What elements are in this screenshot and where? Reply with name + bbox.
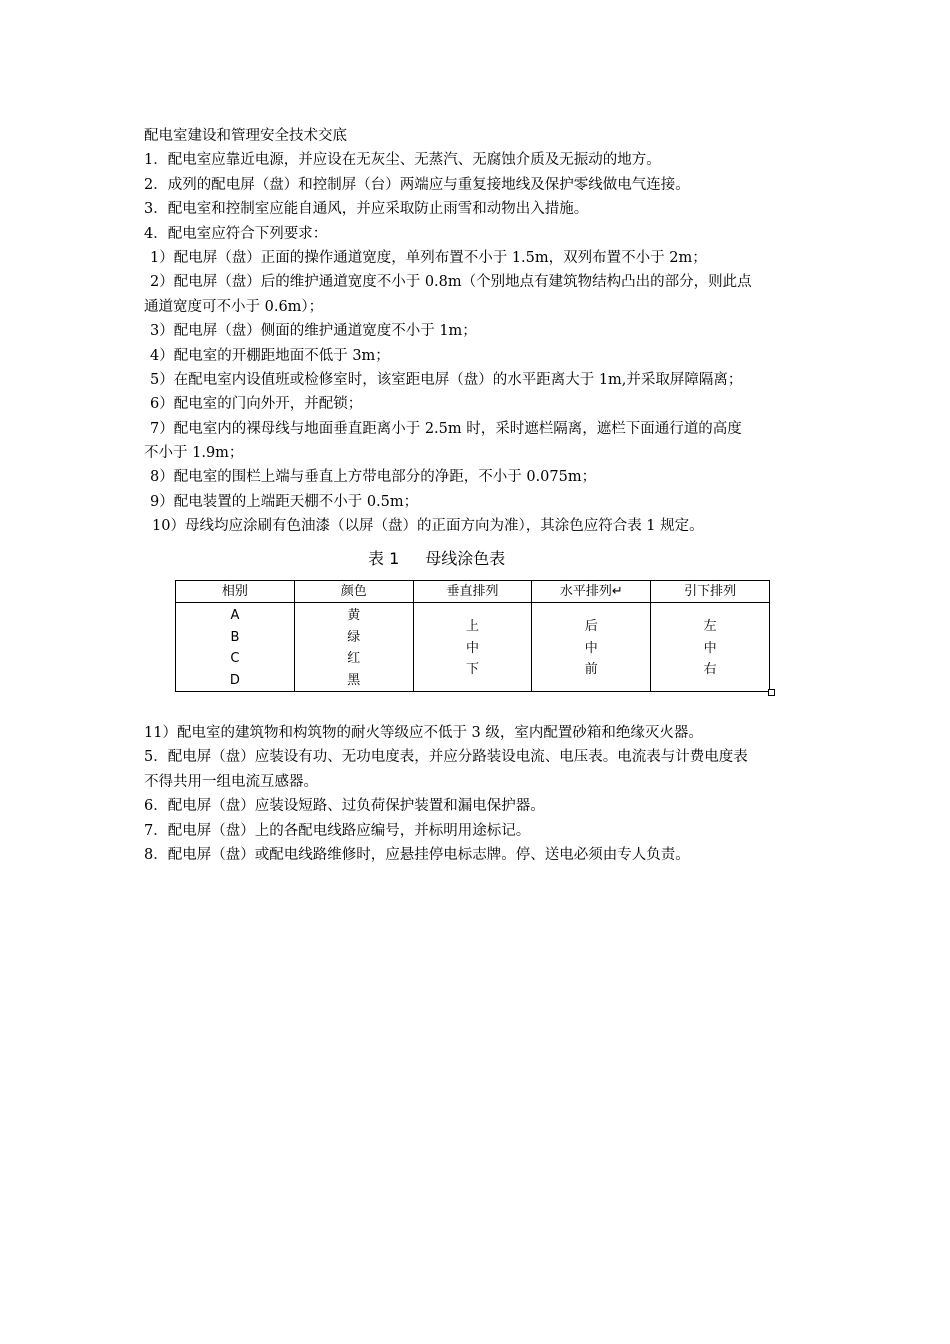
downlead-value: 右 [703, 662, 717, 677]
table-resize-handle-icon [768, 689, 775, 696]
paragraph-line: 7．配电屏（盘）上的各配电线路应编号，并标明用途标记。 [144, 822, 531, 839]
color-value: 黄 [347, 608, 361, 623]
downlead-value: 左 [703, 619, 717, 634]
sub-item-line: 9）配电装置的上端距天棚不小于 0.5m； [150, 493, 419, 510]
color-value: 绿 [347, 629, 361, 645]
sub-item-line: 7）配电室内的裸母线与地面垂直距离小于 2.5m 时，采时遮栏隔离，遮栏下面通行道的高度 [150, 420, 742, 437]
vertical-value: 上 [465, 619, 479, 634]
busbar-color-table [175, 580, 770, 692]
paragraph-line: 11）配电室的建筑物和构筑物的耐火等级应不低于 3 级，室内配置砂箱和绝缘灭火器。 [144, 725, 703, 741]
sub-item-line: 6）配电室的门向外开，并配锁； [150, 396, 363, 413]
header-vertical: 垂直排列 [413, 581, 532, 603]
horizontal-value: 中 [584, 640, 598, 656]
body-text-top [144, 124, 810, 539]
table-caption [368, 548, 505, 570]
phase-value: A [230, 608, 240, 623]
sub-item-line: 3）配电屏（盘）侧面的维护通道宽度不小于 1m； [150, 323, 477, 340]
header-color: 颜色 [294, 581, 413, 603]
sub-item-line: 2）配电屏（盘）后的维护通道宽度不小于 0.8m（个别地点有建筑物结构凸出的部分，则此点 [150, 274, 752, 291]
vertical-cell [413, 603, 532, 692]
downlead-cell [651, 603, 770, 692]
paragraph-line: 3．配电室和控制室应能自通风，并应采取防止雨雪和动物出入措施。 [144, 201, 589, 218]
color-value: 红 [347, 651, 361, 666]
paragraph-continuation: 不得共用一组电流互感器。 [144, 773, 318, 790]
body-text-bottom [144, 721, 810, 867]
table-header-row [176, 581, 770, 603]
horizontal-value: 前 [584, 662, 598, 677]
color-cell [294, 603, 413, 692]
table-row [176, 603, 770, 692]
phase-value: C [230, 651, 240, 666]
horizontal-value: 后 [584, 619, 598, 634]
paragraph-line: 6．配电屏（盘）应装设短路、过负荷保护装置和漏电保护器。 [144, 798, 545, 815]
header-downlead: 引下排列 [651, 581, 770, 603]
sub-item-line: 1）配电屏（盘）正面的操作通道宽度，单列布置不小于 1.5m，双列布置不小于 2m； [150, 249, 707, 266]
paragraph-line: 5．配电屏（盘）应装设有功、无功电度表，并应分路装设电流、电压表。电流表与计费电度表 [144, 749, 748, 766]
sub-item-line: 10）母线均应涂刷有色油漆（以屏（盘）的正面方向为准），其涂色应符合表 1 规定。 [152, 518, 704, 535]
phase-cell [176, 603, 295, 692]
phase-value: D [229, 672, 240, 688]
sub-item-line: 8）配电室的围栏上端与垂直上方带电部分的净距，不小于 0.075m； [150, 469, 597, 486]
vertical-value: 下 [465, 662, 479, 677]
sub-item-continuation: 通道宽度可不小于 0.6m）； [144, 298, 324, 315]
paragraph-line: 2．成列的配电屏（盘）和控制屏（台）两端应与重复接地线及保护零线做电气连接。 [144, 176, 690, 193]
downlead-value: 中 [703, 640, 717, 656]
vertical-value: 中 [465, 640, 479, 656]
table-caption-number: 表 1 [368, 549, 400, 568]
sub-item-continuation: 不小于 1.9m； [144, 445, 244, 462]
paragraph-line: 8．配电屏（盘）或配电线路维修时，应悬挂停电标志牌。停、送电必须由专人负责。 [144, 846, 690, 863]
paragraph-line: 4．配电室应符合下列要求： [144, 225, 328, 242]
sub-item-line: 4）配电室的开棚距地面不低于 3m； [150, 347, 390, 364]
phase-value: B [230, 629, 240, 645]
horizontal-cell [532, 603, 651, 692]
color-value: 黑 [347, 672, 361, 688]
sub-item-line: 5）在配电室内设值班或检修室时，该室距电屏（盘）的水平距离大于 1m,并采取屏障隔离； [150, 371, 743, 388]
header-horizontal: 水平排列↵ [532, 581, 651, 603]
table-caption-title: 母线涂色表 [425, 549, 506, 568]
document-title: 配电室建设和管理安全技术交底 [144, 128, 347, 144]
header-phase: 相别 [176, 581, 295, 603]
paragraph-line: 1．配电室应靠近电源，并应设在无灰尘、无蒸汽、无腐蚀介质及无振动的地方。 [144, 152, 661, 169]
